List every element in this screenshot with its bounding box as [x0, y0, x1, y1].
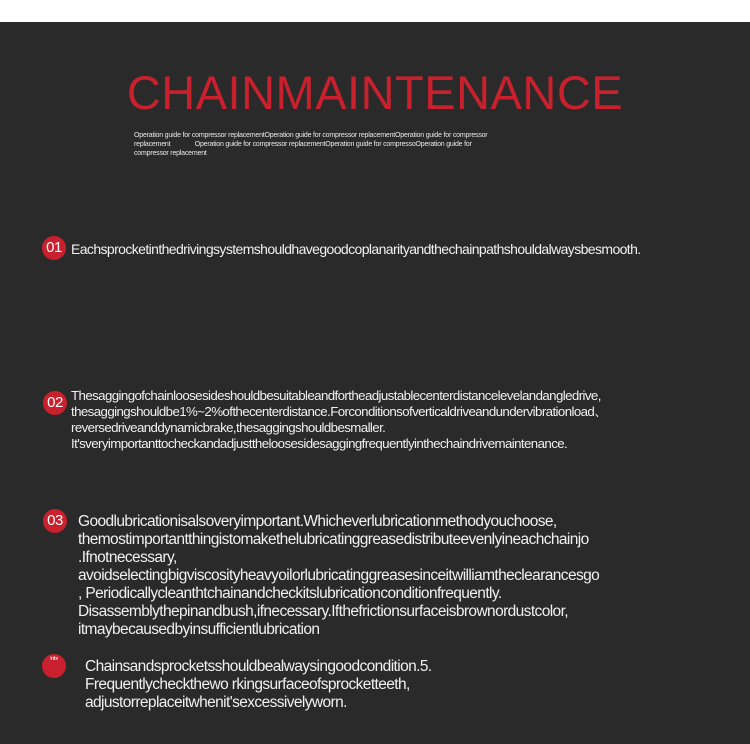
text-line: Goodlubricationisalsoveryimportant.Whicheverlubricationmethodyouchoose,: [78, 513, 557, 530]
subtitle-line: Operation guide for compressor replacementOperation guide for compressor replacementOperation guide for compressor: [134, 132, 488, 139]
text-line: Disassemblythepinandbush,ifnecessary.Ifthefrictionsurfaceisbrownordustcolor,: [78, 603, 568, 620]
page-title: CHAINMAINTENANCE: [126, 66, 624, 119]
text-line: Frequentlycheckthewo rkingsurfaceofsprocketteeth,: [85, 676, 410, 693]
text-line: Thesaggingofchainloosesideshouldbesuitableandfortheadjustablecenterdistancelevelandangledrive,: [71, 388, 601, 403]
section-text-02: [71, 388, 607, 452]
text-line: thesaggingshouldbe1%~2%ofthecenterdistance.Forconditionsofverticaldriveandundervibrationload、: [71, 404, 607, 419]
section-text-01: [71, 240, 641, 258]
section-badge-01: 01: [42, 236, 66, 260]
text-line: itmaybecausedbyinsufficientlubrication: [78, 621, 320, 638]
subtitle: [134, 131, 594, 158]
text-line: Eachsprocketinthedrivingsystemshouldhavegoodcoplanarityandthechainpathshouldalwaysbesmooth.: [71, 241, 641, 257]
text-line: , Periodicallycleanthtchainandcheckitslubricationconditionfrequently.: [78, 585, 502, 602]
section-text-03: [78, 513, 686, 639]
text-line: avoidselectingbigviscosityheavyoilorlubricatinggreasesinceitwilliamtheclearancesgo: [78, 567, 600, 584]
subtitle-line: compressor replacement: [134, 150, 207, 157]
section-badge-03: 03: [43, 509, 67, 533]
text-line: reversedriveanddynamicbrake,thesaggingshouldbesmaller.: [71, 420, 386, 435]
content-panel: [0, 22, 750, 744]
text-line: It'sveryimportanttocheckandadjusttheloosesidesaggingfrequentlyinthechaindrivemaintenance.: [71, 436, 568, 451]
subtitle-line: replacement Operation guide for compressor replacementOperation guide for compressoOperation guide for: [134, 141, 472, 148]
section-badge-info: Infor: [42, 654, 66, 678]
text-line: themostimportantthingistomakethelubricatinggreasedistributeevenlyineachchainjo: [78, 531, 589, 548]
text-line: .Ifnotnecessary,: [78, 549, 177, 566]
section-badge-02: 02: [43, 391, 67, 415]
text-line: adjustorreplaceitwhenit'sexcessivelyworn.: [85, 694, 347, 711]
section-text-04: [85, 658, 432, 712]
text-line: Chainsandsprocketsshouldbealwaysingoodcondition.5.: [85, 658, 432, 675]
